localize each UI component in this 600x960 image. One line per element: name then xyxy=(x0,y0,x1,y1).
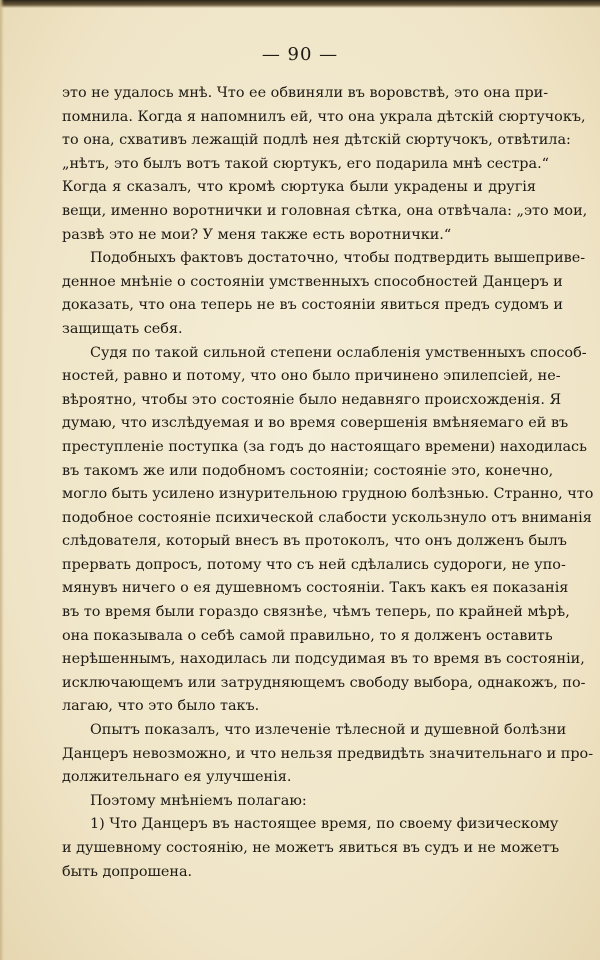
text-line: исключающемъ или затрудняющемъ свободу выбора, однакожъ, по- xyxy=(62,674,586,691)
page-number: — 90 — xyxy=(261,44,339,65)
text-line: Поэтому мнѣніемъ полагаю: xyxy=(90,792,307,809)
text-line: Подобныхъ фактовъ достаточно, чтобы подтвердить вышеприве- xyxy=(90,250,586,267)
text-line: помнила. Когда я напомнилъ ей, что она украла дѣтскій сюртучокъ, xyxy=(62,108,586,125)
paragraph xyxy=(62,247,586,341)
paragraph xyxy=(62,790,536,814)
text-line: думаю, что изслѣдуемая и во время совершенія вмѣняемаго ей въ xyxy=(62,415,569,432)
text-line: быть допрошена. xyxy=(62,863,193,880)
paragraph xyxy=(62,719,594,790)
text-line: должительнаго ея улучшенія. xyxy=(62,769,292,786)
text-line: Когда я сказалъ, что кромѣ сюртука были украдены и другія xyxy=(62,179,536,196)
text-line: слѣдователя, который внесъ въ протоколъ, что онъ долженъ былъ xyxy=(62,533,567,550)
text-line: защищать себя. xyxy=(62,320,183,337)
text-line: Судя по такой сильной степени ослабленія умственныхъ способ- xyxy=(90,344,587,361)
text-line: вещи, именно воротнички и головная сѣтка, она отвѣчала: „это мои, xyxy=(62,202,588,219)
page-top-edge xyxy=(0,0,600,8)
text-line: это не удалось мнѣ. Что ее обвиняли въ воровствѣ, это она при- xyxy=(62,85,549,101)
text-line: и душевному состоянію, не можетъ явиться въ судъ и не можетъ xyxy=(62,840,560,856)
text-line: въ такомъ же или подобномъ состояніи; состояніе это, конечно, xyxy=(62,462,554,479)
text-line: денное мнѣніе о состояніи умственныхъ способностей Данцеръ и xyxy=(62,273,563,290)
text-line: она показывала о себѣ самой правильно, то я долженъ оставить xyxy=(62,627,553,644)
text-line: развѣ это не мои? У меня также есть воротнички.“ xyxy=(62,226,452,243)
body-text xyxy=(62,82,594,884)
paragraph xyxy=(62,82,588,247)
text-line: вѣроятно, чтобы это состояніе было недавняго происхожденія. Я xyxy=(62,391,562,408)
text-line: Данцеръ невозможно, и что нельзя предвидѣть значительнаго и про- xyxy=(62,745,594,762)
paragraph xyxy=(62,342,594,720)
text-line: въ то время были гораздо связнѣе, чѣмъ теперь, по крайней мѣрѣ, xyxy=(62,604,570,621)
text-line: 1) Что Данцеръ въ настоящее время, по своему физическому xyxy=(90,816,559,833)
text-line: Опытъ показалъ, что излеченіе тѣлесной и душевной болѣзни xyxy=(90,722,567,739)
text-line: преступленіе поступка (за годъ до настоящаго времени) находилась xyxy=(62,438,587,455)
paragraph xyxy=(62,813,560,884)
text-line: могло быть усилено изнурительною грудною болѣзнью. Странно, что xyxy=(62,486,594,503)
text-line: прервать допросъ, потому что съ ней сдѣлались судороги, не упо- xyxy=(62,556,566,573)
text-line: нерѣшеннымъ, находилась ли подсудимая въ то время въ состояніи, xyxy=(62,651,585,668)
text-line: ностей, равно и потому, что оно было причинено эпилепсіей, не- xyxy=(62,368,561,385)
text-line: подобное состояніе психической слабости ускользнуло отъ вниманія xyxy=(62,509,592,526)
text-line: то она, схвативъ лежащій подлѣ нея дѣтскій сюртучокъ, отвѣтила: xyxy=(62,132,571,149)
text-line: доказать, что она теперь не въ состояніи явиться предъ судомъ и xyxy=(62,297,563,314)
text-line: мянувъ ничего о ея душевномъ состояніи. Такъ какъ ея показанія xyxy=(62,580,569,597)
page-left-edge xyxy=(0,0,4,960)
text-line: лагаю, что это было такъ. xyxy=(62,698,260,715)
text-line: „нѣтъ, это былъ вотъ такой сюртукъ, его подарила мнѣ сестра.“ xyxy=(62,155,550,172)
